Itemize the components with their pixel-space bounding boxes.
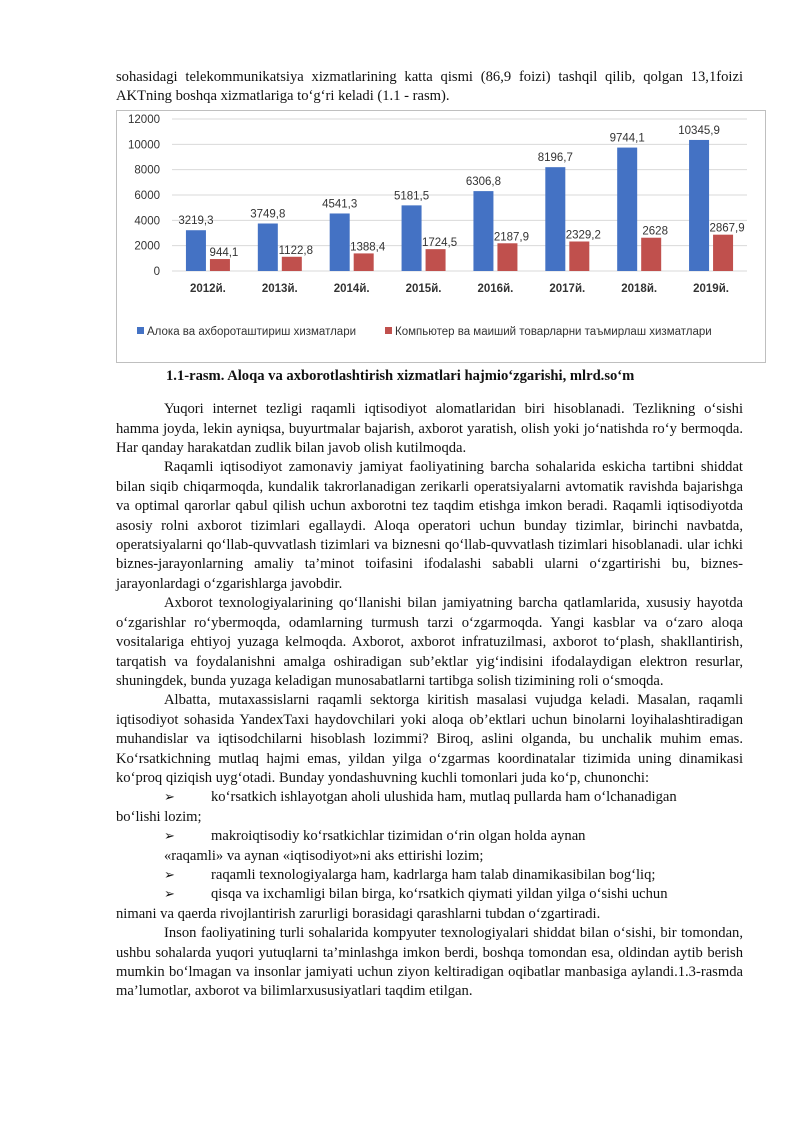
arrow-bullet-icon: ➢ [164, 790, 175, 806]
y-tick-label: 10000 [128, 139, 160, 152]
bar-series-2 [354, 253, 374, 271]
y-tick-label: 2000 [134, 240, 160, 253]
x-tick-label: 2019й. [693, 282, 729, 295]
data-label: 1122,8 [278, 244, 313, 257]
data-label: 2867,9 [709, 222, 745, 235]
bar-series-2 [210, 259, 230, 271]
legend-label: Алока ва ахбороташтириш хизматлари [147, 325, 357, 338]
data-label: 8196,7 [537, 151, 573, 164]
x-tick-label: 2014й. [333, 282, 370, 295]
bullet-list [116, 788, 743, 924]
y-tick-label: 8000 [134, 164, 160, 177]
x-tick-label: 2018й. [621, 282, 658, 295]
bar-series-1 [186, 230, 206, 271]
x-tick-label: 2013й. [261, 282, 298, 295]
data-label: 1388,4 [350, 241, 386, 254]
figure-caption: 1.1-rasm. Aloqa va axborotlashtirish xizmatlari hajmio‘zgarishi, mlrd.so‘m [166, 367, 635, 384]
paragraph-1: Yuqori internet tezligi raqamli iqtisodiyot alomatlaridan biri hisoblanadi. Tezlikning o‘sishi hamma joyda, lekin ayniqsa, buyurtmalar bajarish, axborot yaratish, olish yoki jo‘natishda ro‘y bermoqda. Har qanday harakatdan zudlik bilan javob olish kutilmoqda. [116, 401, 743, 457]
list-item-text: raqamli texnologiyalarga ham, kadrlarga ham talab dinamikasibilan bog‘liq; [211, 866, 656, 883]
data-label: 1724,5 [421, 236, 458, 249]
data-label: 2329,2 [565, 229, 601, 242]
list-item-text: makroiqtisodiy ko‘rsatkichlar tizimidan o‘rin olgan holda aynan [211, 828, 586, 845]
bar-series-2 [282, 257, 302, 271]
data-label: 2187,9 [493, 231, 530, 244]
bar-series-2 [426, 249, 446, 271]
x-tick-label: 2016й. [477, 282, 514, 295]
paragraph-3: Axborot texnologiyalarining qo‘llanishi bilan jamiyatning barcha qatlamlarida, xususiy hayotda o‘zgarishlar ro‘ybermoqda, odamlarning turmush tarzi o‘zgarmoqda. Yangi kasblar va o‘zaro aloqa vositalariga ehtiyoj yuzaga kelmoqda. Axborot, axborot infratuzilmasi, axborot to‘plash, shakllantirish, tarqatish va foydalanishni amalga oshiradigan sub’ektlar yig‘indisini ifodalaydigan elektron resurlar, shuningdek, bunda yuzaga keladigan munosabatlarni tartibga solish tizimining roli o‘smoqda. [116, 595, 743, 689]
data-label: 944,1 [209, 246, 239, 259]
y-tick-label: 6000 [134, 189, 160, 202]
bar-series-1 [473, 191, 493, 271]
bar-chart [116, 110, 766, 363]
list-item-continuation: «raqamli» va aynan «iqtisodiyot»ni aks ettirishi lozim; [164, 847, 484, 864]
arrow-bullet-icon: ➢ [164, 829, 175, 845]
closing-paragraph: Inson faoliyatining turli sohalarida kompyuter texnologiyalari shiddat bilan o‘sishi, bir tomondan, ushbu sohalarda yuqori yutuqlarni ta’minlashga imkon berdi, boshqa tomondan esa, oldindan aytib berish mumkin bo‘lmagan va insonlar jamiyati uchun ziyon keltiradigan oqibatlar manbasiga aylandi.1.3-rasmda ma’lumotlar, axborot va bilimlarxususiyatlari taqdim etilgan. [116, 925, 743, 1000]
bar-series-1 [545, 167, 565, 271]
data-label: 10345,9 [678, 124, 720, 137]
bar-series-2 [497, 243, 517, 271]
data-label: 6306,8 [465, 175, 502, 188]
data-label: 4541,3 [322, 198, 358, 211]
list-item-continuation: nimani va qaerda rivojlantirish zarurligi borasidagi qarashlarni tubdan o‘zgartiradi. [116, 905, 601, 922]
bar-series-2 [569, 241, 589, 271]
bar-series-1 [330, 213, 350, 271]
x-tick-label: 2015й. [405, 282, 442, 295]
y-tick-label: 0 [153, 265, 160, 278]
list-item [116, 866, 743, 885]
document-page [116, 68, 743, 1002]
legend-label: Компьютер ва маиший товарларни таъмирлаш хизматлари [395, 325, 712, 338]
legend-swatch [137, 327, 144, 334]
bar-series-1 [402, 205, 422, 271]
bar-series-1 [617, 147, 637, 270]
arrow-bullet-icon: ➢ [164, 887, 175, 903]
list-item-text: ko‘rsatkich ishlayotgan aholi ulushida ham, mutlaq pullarda ham o‘lchanadigan [211, 789, 677, 806]
list-item [116, 788, 743, 827]
x-tick-label: 2012й. [190, 282, 226, 295]
y-tick-label: 4000 [134, 215, 160, 228]
list-item-continuation: bo‘lishi lozim; [116, 808, 202, 825]
chart-canvas [117, 111, 765, 362]
list-item [116, 827, 743, 866]
data-label: 9744,1 [609, 132, 645, 145]
bar-series-2 [713, 234, 733, 270]
data-label: 3749,8 [250, 208, 286, 221]
bar-series-1 [689, 140, 709, 271]
bar-series-2 [641, 238, 661, 271]
x-tick-label: 2017й. [549, 282, 586, 295]
data-label: 5181,5 [393, 190, 430, 203]
intro-paragraph: sohasidagi telekommunikatsiya xizmatlarining katta qismi (86,9 foizi) tashqil qilib, qolgan 13,1foizi AKTning boshqa xizmatlariga to‘g‘ri keladi (1.1 - rasm). [116, 69, 743, 105]
paragraph-4: Albatta, mutaxassislarni raqamli sektorga kiritish masalasi vujudga keladi. Masalan, raqamli iqtisodiyot sohasida YandexTaxi haydovchilari yoki aloqa ob’ektlari uchun binolarni loyihalashtiradigan muhandislar va iqtisodchilarni hisoblash lozimmi? Biroq, aslini olganda, bu unchalik muhim emas. Ko‘rsatkichning mutlaq hajmi emas, yildan yilga o‘zgarmas koordinatalar tizimida uning dinamikasi ko‘proq qiziqish uyg‘otadi. Bunday yondashuvning kuchli tomonlari juda ko‘p, chunonchi: [116, 692, 743, 786]
legend-swatch [385, 327, 392, 334]
list-item-text: qisqa va ixchamligi bilan birga, ko‘rsatkich qiymati yildan yilga o‘sishi uchun [211, 886, 668, 903]
bar-series-1 [258, 223, 278, 270]
data-label: 3219,3 [178, 215, 214, 228]
data-label: 2628 [642, 225, 668, 238]
y-tick-label: 12000 [128, 113, 160, 126]
paragraph-2: Raqamli iqtisodiyot zamonaviy jamiyat faoliyatining barcha sohalarida eskicha tartibni shiddat bilan siqib chiqarmoqda, kundalik takrorlanadigan zerikarli operatsiyalarni avtomatik ravishda bajarishga va optimal qarorlar qabul qilish uchun axborotni tez taqdim etishga imkon beradi. Raqamli iqtisodiyotda asosiy rolni axborot tizimlari egallaydi. Aloqa operatori uchun bunday tizimlar, birinchi navbatda, operatsiyalarni qo‘llab-quvvatlash tizimlari va biznesni qo‘llab-quvvatlash tizimlari hisoblanadi. ular ichki biznes-jarayonlarning amaliy ta’minot toifasini ifodalashi sababli ularni o‘zgartirishi bu, biznes-jarayonlardagi o‘zgarishlarga javobdir. [116, 459, 743, 592]
list-item [116, 885, 743, 924]
arrow-bullet-icon: ➢ [164, 867, 175, 883]
